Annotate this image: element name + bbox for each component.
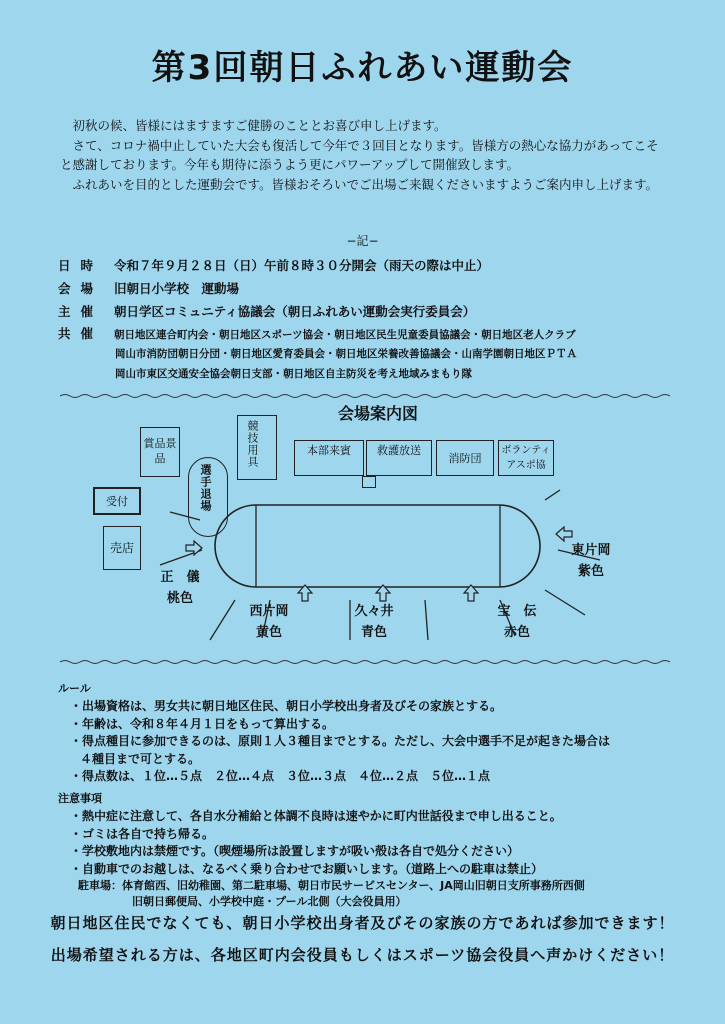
rule-item: ・得点数は、１位…５点 ２位…４点 ３位…３点 ４位…２点 ５位…１点: [70, 769, 491, 783]
info-value: 旧朝日小学校 運動場: [114, 281, 240, 296]
rule-item: ・出場資格は、男女共に朝日地区住民、朝日小学校出身者及びその家族とする。: [70, 699, 503, 713]
team-hoden: [486, 601, 548, 643]
notes-section: [58, 790, 698, 910]
wave-divider: [60, 659, 670, 665]
intro-text: [60, 116, 670, 194]
note-item: ・ゴミは各自で持ち帰る。: [70, 826, 215, 841]
team-name: 東片岡: [571, 543, 611, 558]
rules-section: [58, 680, 678, 786]
info-label: 共催: [58, 326, 104, 341]
team-name: 西片岡: [249, 604, 289, 619]
equipment-label: 競技用具: [246, 420, 259, 468]
intro-paragraph: 初秋の候、皆様にはますますご健勝のこととお喜び申し上げます。: [72, 118, 447, 133]
venue-map: [0, 400, 725, 660]
info-organizer: [58, 302, 475, 320]
info-cohost: [58, 324, 576, 342]
team-color: 桃色: [166, 591, 193, 606]
track-outline: [215, 505, 540, 587]
team-seigi: [150, 567, 210, 609]
rule-item: ４種目まで可とする。: [80, 751, 201, 766]
firstaid-label: 救護放送: [377, 444, 421, 457]
info-value: 令和７年９月２８日（日）午前８時３０分開会（雨天の際は中止）: [114, 258, 490, 273]
info-label: 日時: [58, 258, 104, 273]
team-name: 正 儀: [160, 570, 200, 585]
intro-paragraph: ふれあいを目的とした運動会です。皆様おそろいでご出場ご来観くださいますようご案内申し上げます。: [72, 176, 659, 192]
hq-label: 本部来賓: [307, 444, 351, 457]
note-item: ・自動車でのお越しは、なるべく乗り合わせでお願いします。（道路上への駐車は禁止）: [70, 861, 544, 876]
info-venue: [58, 279, 239, 297]
info-label: 会場: [58, 281, 104, 296]
note-item: ・学校敷地内は禁煙です。（喫煙場所は設置しますが吸い殻は各自で処分ください）: [70, 844, 520, 858]
ki-heading: −記−: [346, 234, 379, 248]
notes-heading: 注意事項: [58, 792, 102, 805]
wave-divider: [60, 393, 670, 399]
intro-paragraph: さて、コロナ禍中止していた大会も復活して今年で３回目となります。皆様方の熱心な協力があってこそと感謝しております。今年も期待に添うよう更にパワーアップして開催致します。: [60, 137, 659, 172]
rules-heading: ルール: [58, 682, 91, 695]
info-date: [58, 256, 489, 274]
parking-line: 駐車場：体育館西、旧幼稚園、第二駐車場、朝日市民サービスセンター、JA岡山旧朝日支所事務所西側: [78, 879, 585, 892]
page-title: 第3回朝日ふれあい運動会: [151, 48, 574, 88]
footer-note: 朝日地区住民でなくても、朝日小学校出身者及びその家族の方であれば参加できます！: [50, 914, 675, 932]
cohost-line: 岡山市東区交通安全協会朝日支部・朝日地区自主防災を考え地域みまもり隊: [115, 368, 472, 380]
team-color: 赤色: [503, 625, 530, 640]
reception-label: 受付: [106, 495, 128, 508]
team-kukui: [343, 601, 405, 643]
firebrigade-label: 消防団: [448, 452, 482, 465]
team-higashikataoka: [560, 540, 622, 582]
cohost-line: 岡山市消防団朝日分団・朝日地区愛育委員会・朝日地区栄養改善協議会・山南学園朝日地区ＰＴＡ: [115, 348, 577, 360]
team-name: 宝 伝: [497, 604, 537, 619]
team-color: 紫色: [577, 564, 604, 579]
entrance-arrow-icon: [556, 527, 572, 541]
rule-item: ・得点種目に参加できるのは、原則１人３種目までとする。ただし、大会中選手不足が起きた場合は: [70, 734, 611, 748]
map-title: 会場案内図: [337, 404, 418, 423]
rule-item: ・年齢は、令和８年４月１日をもって算出する。: [70, 716, 335, 731]
parking-line: 旧朝日郵便局、小学校中庭・プール北側（大会役員用）: [132, 895, 407, 908]
info-value: 朝日学区コミュニティ協議会（朝日ふれあい運動会実行委員会）: [114, 304, 476, 319]
prize-label: 賞品景品: [143, 437, 177, 465]
volunteer-label: ボランティアスポ協: [501, 445, 551, 471]
info-value: 朝日地区連合町内会・朝日地区スポーツ協会・朝日地区民生児童委員協議会・朝日地区老人クラブ: [114, 329, 576, 341]
footer-note: 出場希望される方は、各地区町内会役員もしくはスポーツ協会役員へ声かけください！: [50, 946, 675, 964]
team-color: 青色: [360, 625, 387, 640]
shop-label: 売店: [109, 541, 134, 555]
team-color: 黄色: [255, 625, 282, 640]
note-item: ・熱中症に注意して、各自水分補給と体調不良時は速やかに町内世話役まで申し出ること。: [70, 809, 562, 823]
info-label: 主催: [58, 304, 104, 319]
exit-label: 選手退場: [199, 464, 212, 512]
entrance-arrow-icon: [186, 541, 202, 555]
team-name: 久々井: [354, 604, 394, 619]
team-nishikataoka: [238, 601, 300, 643]
